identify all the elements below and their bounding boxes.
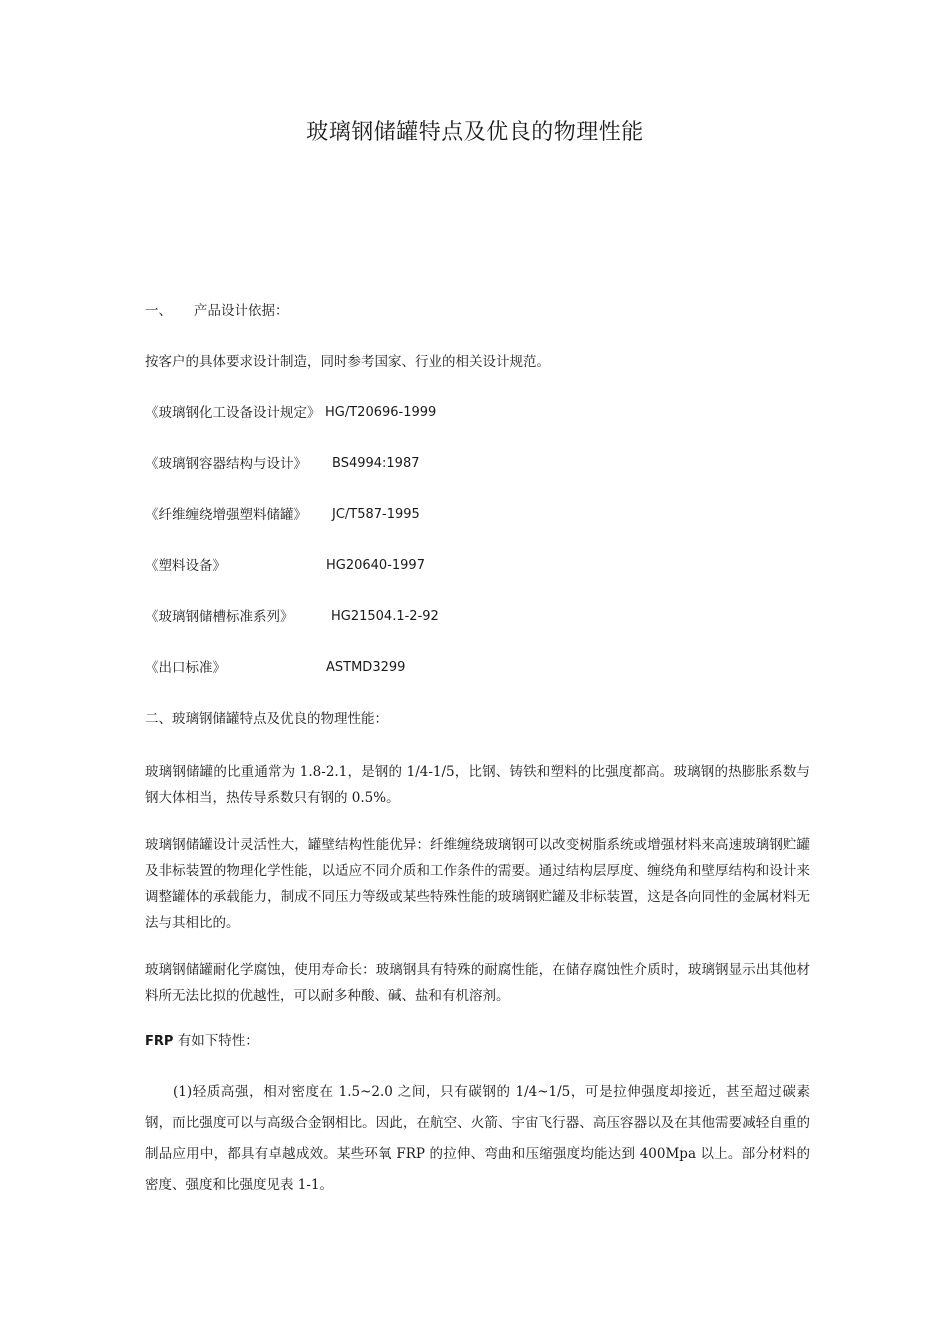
frp-heading xyxy=(145,1030,810,1052)
standard-row xyxy=(145,606,810,628)
standard-row xyxy=(145,504,810,526)
standard-name: 《出口标准》 xyxy=(145,660,226,676)
body-paragraph: 玻璃钢储罐耐化学腐蚀，使用寿命长：玻璃钢具有特殊的耐腐性能，在储存腐蚀性介质时，玻璃钢显示出其他材料所无法比拟的优越性，可以耐多种酸、碱、盐和有机溶剂。 xyxy=(145,962,810,1004)
document-body xyxy=(145,300,810,1222)
section1-number: 一、 xyxy=(145,303,172,319)
section2-heading: 二、玻璃钢储罐特点及优良的物理性能： xyxy=(145,711,388,727)
standard-row xyxy=(145,657,810,679)
standard-row xyxy=(145,555,810,577)
standard-code: HG21504.1-2-92 xyxy=(331,609,439,624)
frp-point-1: (1)轻质高强，相对密度在 1.5~2.0 之间，只有碳钢的 1/4~1/5，可是拉伸强度却接近，甚至超过碳素钢，而比强度可以与高级合金钢相比。因此，在航空、火箭、宇宙飞行器、高压容器以及在其他需要减轻自重的制品应用中，都具有卓越成效。某些环氧 FRP 的拉伸、弯曲和压缩强度均能达到 400Mpa 以上。部分材料的密度、强度和比强度见表 1-1。 xyxy=(145,1084,810,1193)
standard-name: 《纤维缠绕增强塑料储罐》 xyxy=(145,507,307,523)
standard-name: 《玻璃钢储槽标准系列》 xyxy=(145,609,294,625)
body-paragraph: 玻璃钢储罐设计灵活性大，罐壁结构性能优异：纤维缠绕玻璃钢可以改变树脂系统或增强材料来高速玻璃钢贮罐及非标装置的物理化学性能，以适应不同介质和工作条件的需要。通过结构层厚度、缠绕角和壁厚结构和设计来调整罐体的承载能力，制成不同压力等级或某些特殊性能的玻璃钢贮罐及非标装置，这是各向同性的金属材料无法与其相比的。 xyxy=(145,837,810,931)
body-paragraph: 玻璃钢储罐的比重通常为 1.8-2.1，是钢的 1/4-1/5，比钢、铸铁和塑料的比强度都高。玻璃钢的热膨胀系数与钢大体相当，热传导系数只有钢的 0.5%。 xyxy=(145,764,810,806)
section1-intro: 按客户的具体要求设计制造，同时参考国家、行业的相关设计规范。 xyxy=(145,354,550,370)
standard-name: 《塑料设备》 xyxy=(145,558,226,574)
standard-code: ASTMD3299 xyxy=(326,660,406,675)
frp-heading-text: 有如下特性： xyxy=(173,1033,259,1049)
standard-row xyxy=(145,402,810,424)
standard-code: HG/T20696-1999 xyxy=(325,405,437,420)
document-title: 玻璃钢储罐特点及优良的物理性能 xyxy=(306,120,644,145)
section1-heading xyxy=(145,300,810,322)
standard-name: 《玻璃钢化工设备设计规定》 xyxy=(145,405,321,421)
standard-name: 《玻璃钢容器结构与设计》 xyxy=(145,456,307,472)
standard-code: HG20640-1997 xyxy=(326,558,425,573)
section1-heading-text: 产品设计依据： xyxy=(194,303,289,319)
standard-code: JC/T587-1995 xyxy=(332,507,420,522)
standard-row xyxy=(145,453,810,475)
standard-code: BS4994:1987 xyxy=(332,456,420,471)
frp-label: FRP xyxy=(145,1034,174,1049)
